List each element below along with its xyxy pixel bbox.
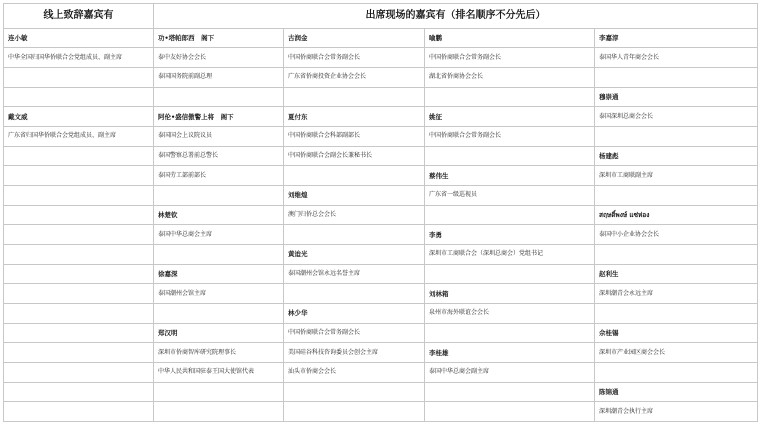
table-row <box>4 28 758 48</box>
guest-title-cell: 深圳市工商联合会（深圳总商会）党组书记 <box>425 245 595 265</box>
guest-title-cell <box>284 166 425 186</box>
table-row <box>4 264 758 284</box>
guest-title-cell <box>4 245 154 265</box>
guest-title-cell <box>425 205 595 225</box>
guest-title-cell: 深圳潮青会执行主席 <box>595 402 758 422</box>
guest-name-cell: 李桂雄 <box>425 343 595 363</box>
guest-title-cell: 中国侨商联合会常务副会长 <box>284 323 425 343</box>
guest-name-cell: 蔡伟生 <box>425 166 595 186</box>
table-row <box>4 225 758 245</box>
guest-title-cell: 泰国中华总商会主席 <box>154 225 284 245</box>
guest-title-cell <box>425 323 595 343</box>
guest-title-cell: 泰国华人青年商会会长 <box>595 48 758 68</box>
guest-name-cell: 阿伦•盛信傲警上将 阁下 <box>154 107 284 127</box>
guest-title-cell: 深圳市工商联副主席 <box>595 166 758 186</box>
table-row <box>4 284 758 304</box>
guest-title-cell: 泰国潮州会馆永远名誉主席 <box>284 264 425 284</box>
guest-title-cell <box>425 87 595 107</box>
guest-title-cell: 深圳市产业园区商会会长 <box>595 343 758 363</box>
guest-title-cell: 泰国中小企业协会会长 <box>595 225 758 245</box>
table-row <box>4 343 758 363</box>
guest-title-cell <box>4 402 154 422</box>
table-row <box>4 48 758 68</box>
guest-title-cell <box>154 87 284 107</box>
guest-title-cell <box>4 343 154 363</box>
guest-name-cell: 林少华 <box>284 304 425 324</box>
guest-name-cell: 夏付东 <box>284 107 425 127</box>
guest-title-cell: 中国侨商联合会科部副部长 <box>284 127 425 147</box>
table-row <box>4 205 758 225</box>
online-guests-header: 线上致辞嘉宾有 <box>4 4 154 29</box>
guest-title-cell <box>595 68 758 88</box>
guest-title-cell: 美国硅谷科技咨询委员会创会主席 <box>284 343 425 363</box>
guest-title-cell <box>284 284 425 304</box>
guest-title-cell: 广东省一级巡视员 <box>425 186 595 206</box>
guest-name-cell: 姚征 <box>425 107 595 127</box>
guest-title-cell: 泰国警察总署前总警长 <box>154 146 284 166</box>
guest-title-cell <box>4 87 154 107</box>
guest-title-cell: 泉州市海外联谊会会长 <box>425 304 595 324</box>
guest-title-cell <box>425 382 595 402</box>
guest-title-cell: 泰中友好协会会长 <box>154 48 284 68</box>
guest-name-cell: 戴文威 <box>4 107 154 127</box>
table-row <box>4 107 758 127</box>
table-row <box>4 245 758 265</box>
guest-title-cell <box>154 402 284 422</box>
guest-title-cell: 泰国劳工部前部长 <box>154 166 284 186</box>
guest-title-cell: 湖北省侨商协会会长 <box>425 68 595 88</box>
guest-title-cell <box>425 402 595 422</box>
guest-title-cell <box>4 382 154 402</box>
guest-title-cell <box>284 402 425 422</box>
guest-title-cell: 汕头市侨商会会长 <box>284 362 425 382</box>
guest-title-cell <box>595 304 758 324</box>
guest-title-cell: 中国侨商联合会副会长兼秘书长 <box>284 146 425 166</box>
guest-title-cell <box>4 68 154 88</box>
guest-name-cell: 刘维煌 <box>284 186 425 206</box>
guest-title-cell <box>154 304 284 324</box>
guest-name-cell: 李嘉淳 <box>595 28 758 48</box>
guest-title-cell: 泰国中华总商会副主席 <box>425 362 595 382</box>
guest-title-cell <box>595 362 758 382</box>
guest-title-cell <box>595 127 758 147</box>
guest-list-table <box>3 3 758 422</box>
guest-title-cell: 中华人民共和国驻泰王国大使馆代表 <box>154 362 284 382</box>
guest-title-cell: 澳门归侨总会会长 <box>284 205 425 225</box>
guest-title-cell <box>4 166 154 186</box>
table-row <box>4 127 758 147</box>
guest-title-cell <box>425 146 595 166</box>
guest-name-cell: 古润金 <box>284 28 425 48</box>
guest-name-cell: สฤษดิ์พงษ์ แซ่ห่อง <box>595 205 758 225</box>
guest-title-cell <box>4 225 154 245</box>
guest-title-cell: 泰国潮州会馆主席 <box>154 284 284 304</box>
guest-title-cell: 泰国国会上议院议员 <box>154 127 284 147</box>
guest-name-cell: 林楚钦 <box>154 205 284 225</box>
guest-title-cell <box>4 284 154 304</box>
guest-name-cell: 喻鹏 <box>425 28 595 48</box>
onsite-guests-header: 出席现场的嘉宾有（排名顺序不分先后） <box>154 4 758 29</box>
guest-title-cell: 泰国国务院前副总理 <box>154 68 284 88</box>
table-row <box>4 382 758 402</box>
table-row <box>4 186 758 206</box>
guest-title-cell: 深圳市侨商智库研究院理事长 <box>154 343 284 363</box>
header-row <box>4 4 758 29</box>
guest-name-cell: 连小敏 <box>4 28 154 48</box>
guest-title-cell <box>284 382 425 402</box>
guest-name-cell: 赵利生 <box>595 264 758 284</box>
guest-title-cell: 广东省侨商投资企业协会会长 <box>284 68 425 88</box>
guest-title-cell: 深圳潮青会永远主席 <box>595 284 758 304</box>
guest-name-cell: 李勇 <box>425 225 595 245</box>
guest-title-cell <box>154 245 284 265</box>
guest-title-cell <box>4 186 154 206</box>
guest-name-cell: 陈锦通 <box>595 382 758 402</box>
guest-title-cell: 中国侨商联合会常务副会长 <box>425 127 595 147</box>
guest-title-cell <box>4 264 154 284</box>
guest-title-cell: 中华全国归国华侨联合会党组成员、副主席 <box>4 48 154 68</box>
table-row <box>4 402 758 422</box>
guest-name-cell: 功•塔帕郎西 阁下 <box>154 28 284 48</box>
guest-title-cell: 中国侨商联合会常务副会长 <box>425 48 595 68</box>
guest-title-cell <box>4 362 154 382</box>
table-row <box>4 304 758 324</box>
guest-title-cell <box>4 304 154 324</box>
guest-name-cell: 杨建彪 <box>595 146 758 166</box>
guest-name-cell: 黄迨光 <box>284 245 425 265</box>
guest-title-cell <box>284 225 425 245</box>
guest-title-cell <box>425 264 595 284</box>
guest-title-cell <box>4 205 154 225</box>
table-row <box>4 87 758 107</box>
table-row <box>4 146 758 166</box>
guest-name-cell: 穆崇通 <box>595 87 758 107</box>
guest-title-cell <box>154 382 284 402</box>
guest-name-cell: 刘林箱 <box>425 284 595 304</box>
guest-name-cell: 佘桂锡 <box>595 323 758 343</box>
guest-title-cell <box>4 146 154 166</box>
guest-title-cell <box>154 186 284 206</box>
table-row <box>4 323 758 343</box>
guest-name-cell: 徐嘉深 <box>154 264 284 284</box>
guest-title-cell: 中国侨商联合会常务副会长 <box>284 48 425 68</box>
guest-title-cell: 广东省归国华侨联合会党组成员、副主席 <box>4 127 154 147</box>
table-row <box>4 68 758 88</box>
guest-title-cell <box>284 87 425 107</box>
table-row <box>4 362 758 382</box>
guest-title-cell <box>595 186 758 206</box>
guest-title-cell <box>595 245 758 265</box>
guest-title-cell: 泰国深圳总商会会长 <box>595 107 758 127</box>
guest-name-cell: 郑汉明 <box>154 323 284 343</box>
table-row <box>4 166 758 186</box>
guest-title-cell <box>4 323 154 343</box>
